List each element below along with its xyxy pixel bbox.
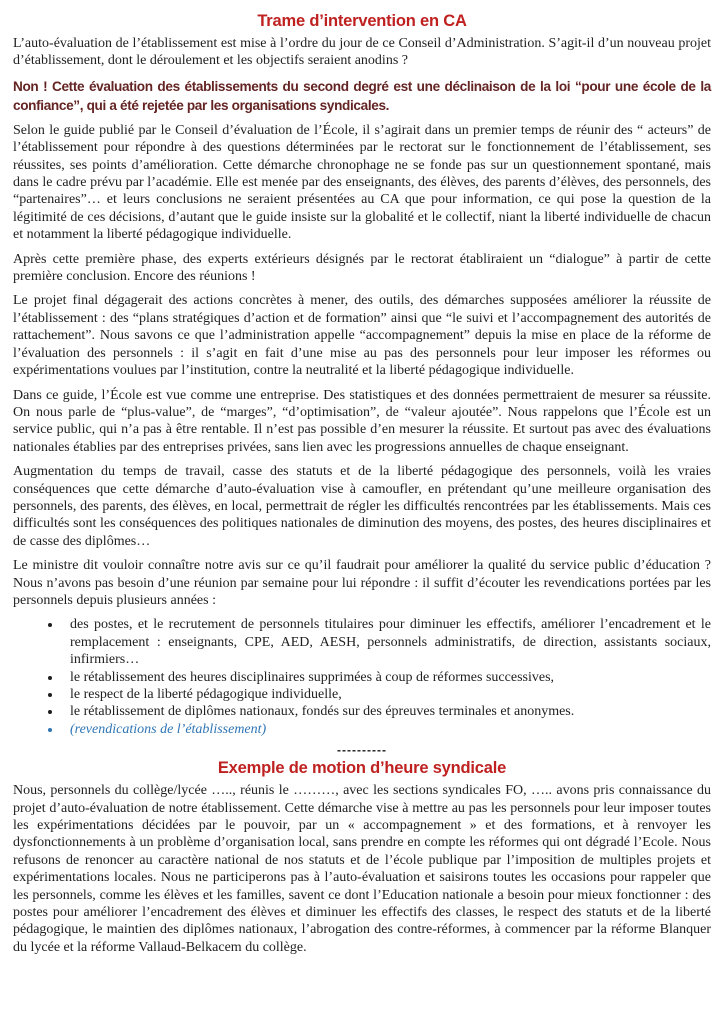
bullet-item-establishment-note: • (revendications de l’établissement)	[62, 721, 711, 738]
final-project-paragraph: Le projet final dégagerait des actions concrètes à mener, des outils, des démarches supposées améliorer la réussite de l’établissement : des “plans stratégiques d’action et de formation” ainsi que “le suivi et l’accompagnement des autorités de rattachement”. Nous savons ce que l’administration appelle “accompagnement” depuis la mise en place de la réforme de l’évaluation des personnels : il s’agit en fait d’une mise au pas des personnels pour leur imposer les réformes ou expérimentations voulues par l’institution, contre la neutralité et la liberté pédagogique individuelle.	[13, 293, 711, 379]
demands-bullet-list	[13, 616, 711, 738]
bullet-item-posts: • des postes, et le recrutement de personnels titulaires pour diminuer les effectifs, améliorer l’encadrement et le remplacement : enseignants, CPE, AED, AESH, personnels administratifs, de direction, assistants sociaux, infirmiers…	[62, 616, 711, 668]
experts-paragraph: Après cette première phase, des experts extérieurs désignés par le rectorat établiraient un “dialogue” à partir de cette première conclusion. Encore des réunions !	[13, 251, 711, 285]
minister-paragraph: Le ministre dit vouloir connaître notre avis sur ce qu’il faudrait pour améliorer la qualité du service public d’éducation ? Nous n’avons pas besoin d’une réunion par semaine pour lui répondre : il suffit d’écouter les revendications portées par les personnels depuis plusieurs années :	[13, 558, 711, 608]
intro-paragraph: L’auto-évaluation de l’établissement est mise à l’ordre du jour de ce Conseil d’Administration. S’agit-il d’un nouveau projet d’établissement, dont le déroulement et les objectifs seraient anodins ?	[13, 36, 711, 69]
bullet-item-pedagogical-freedom: • le respect de la liberté pédagogique individuelle,	[62, 686, 711, 703]
guide-process-paragraph: Selon le guide publié par le Conseil d’évaluation de l’École, il s’agirait dans un premier temps de réunir des “ acteurs” de l’établissement pour répondre à des questions déterminées par le rectorat sur le fonctionnement de l’établissement, ses réussites, ses points d’amélioration. Cette démarche chronophage ne se fonde pas sur un questionnement spontané, mais dans le cadre prévu par l’académie. Elle est menée par des enseignants, des élèves, des parents d’élèves, des personnels, des “partenaires”… et leurs conclusions ne seraient présentées au CA que pour information, ce qui pose la question de la légitimité de ces décisions, d’autant que le guide insiste sur la globalité et le collectif, niant la liberté individuelle de chacun et notamment la liberté pédagogique individuelle.	[13, 122, 711, 243]
school-as-company-paragraph: Dans ce guide, l’École est vue comme une entreprise. Des statistiques et des données permettraient de mesurer sa réussite. On nous parle de “plus-value”, de “marges”, “d’optimisation”, de “valeur ajoutée”. Nous rappelons que l’École est un service public, qui n’a pas à être rentable. Il n’est pas possible d’en mesurer la réussite. Et surtout pas avec des évaluations nationales établies par des entreprises privées, sans lien avec les progressions annuelles de chaque enseignant.	[13, 387, 711, 455]
consequences-paragraph: Augmentation du temps de travail, casse des statuts et de la liberté pédagogique des personnels, voilà les vraies conséquences que cette démarche d’auto-évaluation vise à camoufler, en prétendant qu’une meilleure organisation des personnels, des parents, des élèves, en local, permettrait de régler les difficultés rencontrées par les établissements. Mais ces difficultés sont les conséquences des politiques nationales de diminution des moyens, des postes, des heures disciplinaires et de casse des diplômes…	[13, 464, 711, 549]
document-title: Trame d’intervention en CA	[257, 12, 467, 30]
section2-title: Exemple de motion d’heure syndicale	[217, 759, 507, 778]
bullet-item-hours: • le rétablissement des heures disciplinaires supprimées à coup de réformes successives,	[62, 669, 711, 686]
emphasis-paragraph: Non ! Cette évaluation des établissements du second degré est une déclinaison de la loi “pour une école de la confiance”, qui a été rejetée par les organisations syndicales.	[13, 78, 711, 113]
dashed-separator: ----------	[337, 743, 387, 758]
bullet-item-diplomas: • le rétablissement de diplômes nationaux, fondés sur des épreuves terminales et anonymes.	[62, 703, 711, 720]
motion-paragraph: Nous, personnels du collège/lycée ….., réunis le ………, avec les sections syndicales FO, ….. avons pris connaissance du projet d’auto-évaluation de notre établissement. Cette démarche vise à mettre au pas les personnels pour leur imposer toutes les expérimentations décidées par le pouvoir, par un « accompagnement » et des formations, et à renvoyer les dysfonctionnements à un problème d’organisation local, sans prendre en compte les réformes qui ont dégradé l’Ecole. Nous refusons de renoncer au caractère national de nos statuts et de l’école publique par l’imposition de multiples projets et expérimentations locales. Nous ne participerons pas à l’auto-évaluation et saisirons toutes les occasions pour rappeler que les personnels, comme les élèves et les familles, savent ce dont l’Education nationale a besoin pour mieux fonctionner : des postes pour améliorer l’encadrement des élèves et diminuer les effectifs des classes, le respect des statuts et de la liberté pédagogique, le maintien des diplômes nationaux, l’abrogation des contre-réformes, à commencer par la réforme Blanquer du lycée et la réforme Vallaud-Belkacem du collège.	[13, 783, 711, 955]
